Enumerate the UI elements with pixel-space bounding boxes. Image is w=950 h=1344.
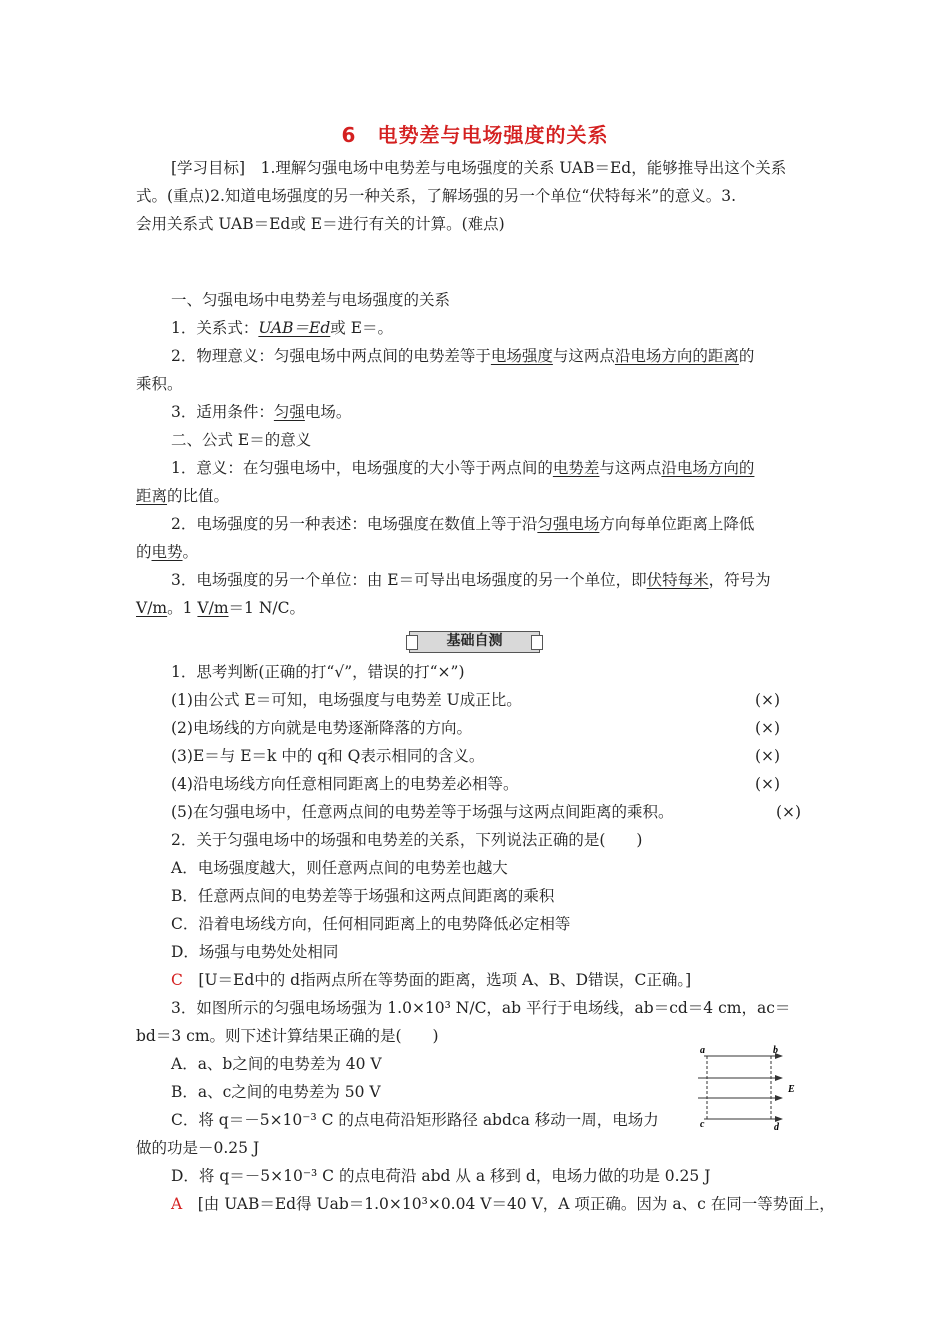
q3-explanation: [由 UAB＝Ed得 Uab＝1.0×10³×0.04 V＝40 V，A 项正确。因为 a、c 在同一等势面上， — [197, 1195, 835, 1213]
q1-stem: 1．思考判断(正确的打“√”，错误的打“×”) — [171, 663, 465, 681]
text-span: 的 — [136, 543, 152, 561]
text-span: 与这两点 — [599, 459, 662, 477]
blank-answer: 匀强电场 — [537, 515, 600, 533]
section1-item3 — [171, 400, 351, 424]
page-title: 6 电势差与电场强度的关系 — [341, 123, 609, 147]
q3-option: C．将 q＝－5×10⁻³ C 的点电荷沿矩形路径 abdca 移动一周，电场力 — [171, 1111, 659, 1129]
q2-answer-line — [171, 968, 691, 992]
q3-answer-line — [171, 1192, 835, 1216]
objectives-line-3: 会用关系式 UAB＝Ed或 E＝进行有关的计算。(难点) — [136, 215, 505, 233]
section2-item2-cont — [136, 540, 198, 564]
text-span: 方向每单位距离上降低 — [599, 515, 755, 533]
section1-item2-cont: 乘积。 — [136, 375, 183, 393]
q2-stem: 2．关于匀强电场中的场强和电势差的关系，下列说法正确的是( ) — [171, 831, 643, 849]
q2-answer: C — [171, 971, 183, 989]
section1-item2 — [171, 344, 754, 368]
text-span: 。 — [182, 543, 199, 561]
q2-option: D．场强与电势处处相同 — [171, 943, 339, 961]
relation-formula: UAB＝Ed — [258, 319, 331, 337]
point-d-label: d — [774, 1122, 779, 1133]
text-span: 的 — [738, 347, 755, 365]
section1-heading: 一、匀强电场中电势差与电场强度的关系 — [171, 291, 451, 309]
text-span: 的比值。 — [167, 487, 230, 505]
text-span: 2．物理意义：匀强电场中两点间的电势差等于 — [171, 347, 491, 365]
blank-answer: V/m — [197, 599, 229, 617]
blank-answer: 匀强 — [273, 403, 305, 421]
text-span: 电场。 — [304, 403, 352, 421]
section1-item1-suffix: 或 E＝。 — [330, 319, 394, 337]
text-span: ，符号为 — [708, 571, 771, 589]
q3-option: A．a、b之间的电势差为 40 V — [171, 1055, 382, 1073]
section-badge: 基础自测 — [409, 631, 540, 653]
q1-mark: (×) — [755, 775, 781, 793]
q1-mark: (×) — [755, 719, 781, 737]
q2-option: B．任意两点间的电势差等于场强和这两点间距离的乘积 — [171, 887, 555, 905]
text-span: 1．意义：在匀强电场中，电场强度的大小等于两点间的 — [171, 459, 553, 477]
text-span: 3．适用条件： — [171, 403, 274, 421]
q1-mark: (×) — [755, 691, 781, 709]
text-span: 。1 — [167, 599, 198, 617]
objectives-line-2: 式。(重点)2.知道电场强度的另一种关系，了解场强的另一个单位“伏特每米”的意义。3. — [136, 187, 737, 205]
text-span: ＝1 N/C。 — [228, 599, 305, 617]
q2-option: A．电场强度越大，则任意两点间的电势差也越大 — [171, 859, 508, 877]
blank-answer: 距离 — [136, 487, 168, 505]
q3-answer: A — [171, 1195, 183, 1213]
point-b-label: b — [773, 1045, 778, 1056]
section2-item1 — [171, 456, 754, 480]
q1-item: (5)在匀强电场中，任意两点间的电势差等于场强与这两点间距离的乘积。 — [171, 803, 674, 821]
section2-item1-cont — [136, 484, 229, 508]
q3-option: D．将 q＝－5×10⁻³ C 的点电荷沿 abd 从 a 移到 d，电场力做的功是 0.25 J — [171, 1167, 711, 1185]
section1-item1 — [171, 316, 393, 340]
point-a-label: a — [700, 1045, 705, 1056]
q1-item: (4)沿电场线方向任意相同距离上的电势差必相等。 — [171, 775, 519, 793]
section2-item2 — [171, 512, 754, 536]
q1-item: (1)由公式 E＝可知，电场强度与电势差 U成正比。 — [171, 691, 522, 709]
q1-item: (3)E＝与 E＝k 中的 q和 Q表示相同的含义。 — [171, 747, 485, 765]
q3-option: B．a、c之间的电势差为 50 V — [171, 1083, 381, 1101]
blank-answer: 电势差 — [552, 459, 600, 477]
blank-answer: 沿电场方向的 — [661, 459, 755, 477]
field-e-label: E — [788, 1084, 795, 1095]
blank-answer: 伏特每米 — [646, 571, 709, 589]
text-span: 2．电场强度的另一种表述：电场强度在数值上等于沿 — [171, 515, 538, 533]
section2-heading: 二、公式 E＝的意义 — [171, 431, 312, 449]
blank-answer: V/m — [136, 599, 168, 617]
text-span: 3．电场强度的另一个单位：由 E＝可导出电场强度的另一个单位，即 — [171, 571, 647, 589]
q1-item: (2)电场线的方向就是电势逐渐降落的方向。 — [171, 719, 472, 737]
q3-stem-1: 3．如图所示的匀强电场场强为 1.0×10³ N/C，ab 平行于电场线，ab＝cd＝4 cm，ac＝ — [171, 999, 791, 1017]
electric-field-figure — [692, 1041, 820, 1137]
blank-answer: 沿电场方向的距离 — [614, 347, 739, 365]
section1-item1-prefix: 1．关系式： — [171, 319, 259, 337]
blank-answer: 电场强度 — [490, 347, 553, 365]
q3-option-cont: 做的功是－0.25 J — [136, 1139, 260, 1157]
q1-mark: (×) — [776, 803, 802, 821]
objectives-line-1: [学习目标] 1.理解匀强电场中电势差与电场强度的关系 UAB＝Ed，能够推导出这个关系 — [171, 159, 787, 177]
q2-explanation: [U＝Ed中的 d指两点所在等势面的距离，选项 A、B、D错误，C正确。] — [198, 971, 692, 989]
q1-mark: (×) — [755, 747, 781, 765]
point-c-label: c — [700, 1119, 705, 1130]
q2-option: C．沿着电场线方向，任何相同距离上的电势降低必定相等 — [171, 915, 571, 933]
q3-stem-2: bd＝3 cm。则下述计算结果正确的是( ) — [136, 1027, 439, 1045]
section2-item3-cont — [136, 596, 305, 620]
section2-item3 — [171, 568, 771, 592]
blank-answer: 电势 — [151, 543, 183, 561]
text-span: 与这两点 — [552, 347, 615, 365]
